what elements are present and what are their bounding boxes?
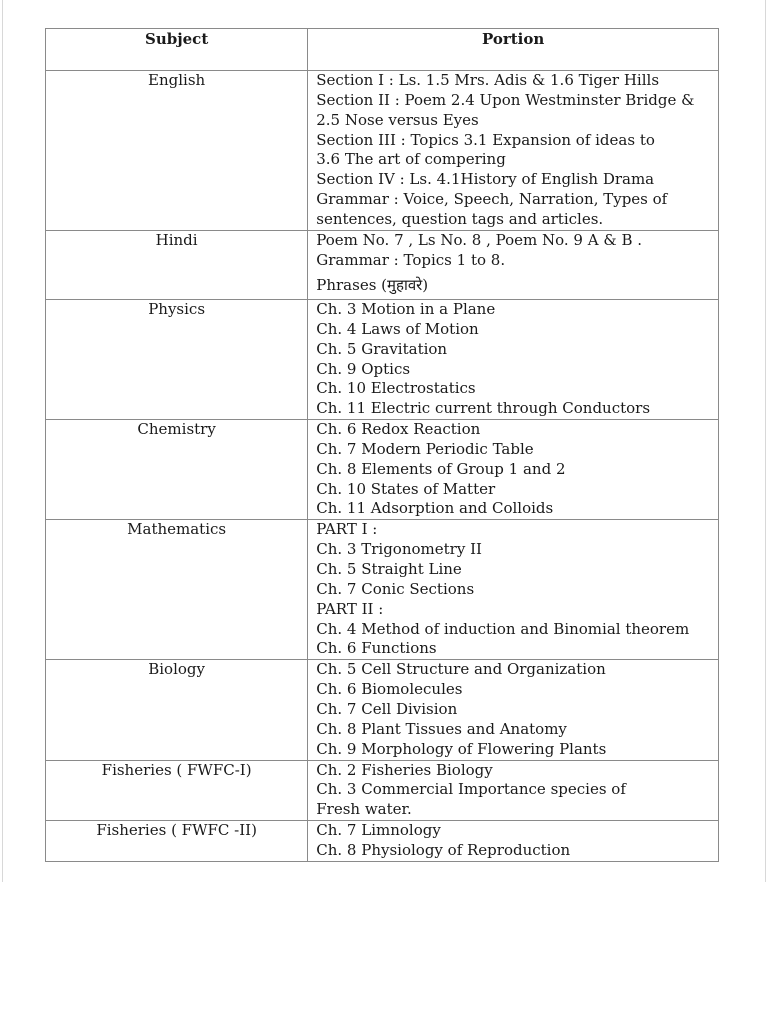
subject-cell [46,420,308,520]
portion-line: Ch. 4 Laws of Motion [316,319,479,338]
page-edge-right [765,0,766,882]
portion-line: Ch. 8 Physiology of Reproduction [316,840,571,859]
subject-fisheries-fwfc-2: Fisheries ( FWFC -II) [96,821,257,840]
portion-line: Section II : Poem 2.4 Upon Westminster Bridge & [316,90,695,109]
portion-line: Grammar : Topics 1 to 8. [316,250,506,269]
portion-line: Ch. 7 Conic Sections [316,579,475,598]
subject-cell [46,300,308,420]
portion-line: sentences, question tags and articles. [316,209,604,228]
portion-line: Ch. 4 Method of induction and Binomial theorem [316,619,690,638]
portion-line: Fresh water. [316,800,412,819]
portion-line: Ch. 6 Redox Reaction [316,420,481,439]
portion-line: Ch. 8 Plant Tissues and Anatomy [316,719,567,738]
subject-cell [46,660,308,760]
portion-line: Poem No. 7 , Ls No. 8 , Poem No. 9 A & B . [316,231,643,249]
subject-biology: Biology [148,660,205,679]
portion-line: 3.6 The art of compering [316,150,506,169]
subject-mathematics: Mathematics [127,520,227,539]
portion-line: Section III : Topics 3.1 Expansion of ideas to [316,130,655,149]
portion-line: Ch. 3 Motion in a Plane [316,300,496,318]
portion-line: Ch. 3 Trigonometry II [316,540,482,559]
portion-cell [308,300,719,420]
portion-line: Ch. 11 Adsorption and Colloids [316,499,554,518]
portion-line: Ch. 7 Modern Periodic Table [316,439,534,458]
subject-chemistry: Chemistry [137,420,216,439]
portion-cell [308,420,719,520]
portion-line: Grammar : Voice, Speech, Narration, Types of [316,190,668,209]
header-subject: Subject [46,29,308,71]
portion-line: 2.5 Nose versus Eyes [316,110,479,129]
page-edge-left [2,0,3,882]
portion-line: Ch. 5 Cell Structure and Organization [316,660,606,679]
table-row [46,760,719,821]
portion-line: Ch. 8 Elements of Group 1 and 2 [316,459,566,478]
portion-line: Ch. 9 Morphology of Flowering Plants [316,739,607,758]
portion-line: Ch. 3 Commercial Importance species of [316,780,626,799]
table-row [46,71,719,231]
subject-cell [46,71,308,231]
subject-cell [46,821,308,862]
table-row [46,300,719,420]
subject-fisheries-fwfc-1: Fisheries ( FWFC-I) [101,760,252,779]
table-row [46,231,719,300]
table-row [46,420,719,520]
portion-line: Section IV : Ls. 4.1History of English Drama [316,170,655,189]
subject-cell [46,231,308,300]
table-row [46,520,719,660]
header-portion: Portion [308,29,719,71]
portion-line: Ch. 7 Limnology [316,821,441,840]
portion-line: Ch. 9 Optics [316,359,411,378]
subject-hindi: Hindi [155,231,198,249]
portion-line: Ch. 6 Functions [316,639,437,658]
table-row [46,821,719,862]
portion-line: Ch. 6 Biomolecules [316,680,463,699]
portion-line: Ch. 10 States of Matter [316,479,496,498]
portion-cell [308,520,719,660]
portion-line: PART II : [316,599,384,618]
portion-line: Section I : Ls. 1.5 Mrs. Adis & 1.6 Tiger Hills [316,71,660,89]
portion-line: Ch. 7 Cell Division [316,699,458,718]
portion-table [45,28,719,862]
table-body [46,71,719,862]
portion-line: Ch. 5 Gravitation [316,339,448,358]
subject-english: English [148,71,206,89]
portion-cell [308,71,719,231]
subject-cell [46,520,308,660]
subject-physics: Physics [148,300,206,318]
portion-cell [308,760,719,821]
portion-cell [308,660,719,760]
portion-cell [308,231,719,300]
subject-cell [46,760,308,821]
portion-line: Ch. 11 Electric current through Conductors [316,399,651,418]
table-row [46,660,719,760]
portion-line: Ch. 2 Fisheries Biology [316,760,493,779]
portion-line: Phrases (मुहावरे) [316,275,429,294]
portion-line: Ch. 10 Electrostatics [316,379,476,398]
portion-line: Ch. 5 Straight Line [316,559,462,578]
portion-line: PART I : [316,520,378,539]
table-header-row [46,29,719,71]
portion-cell [308,821,719,862]
